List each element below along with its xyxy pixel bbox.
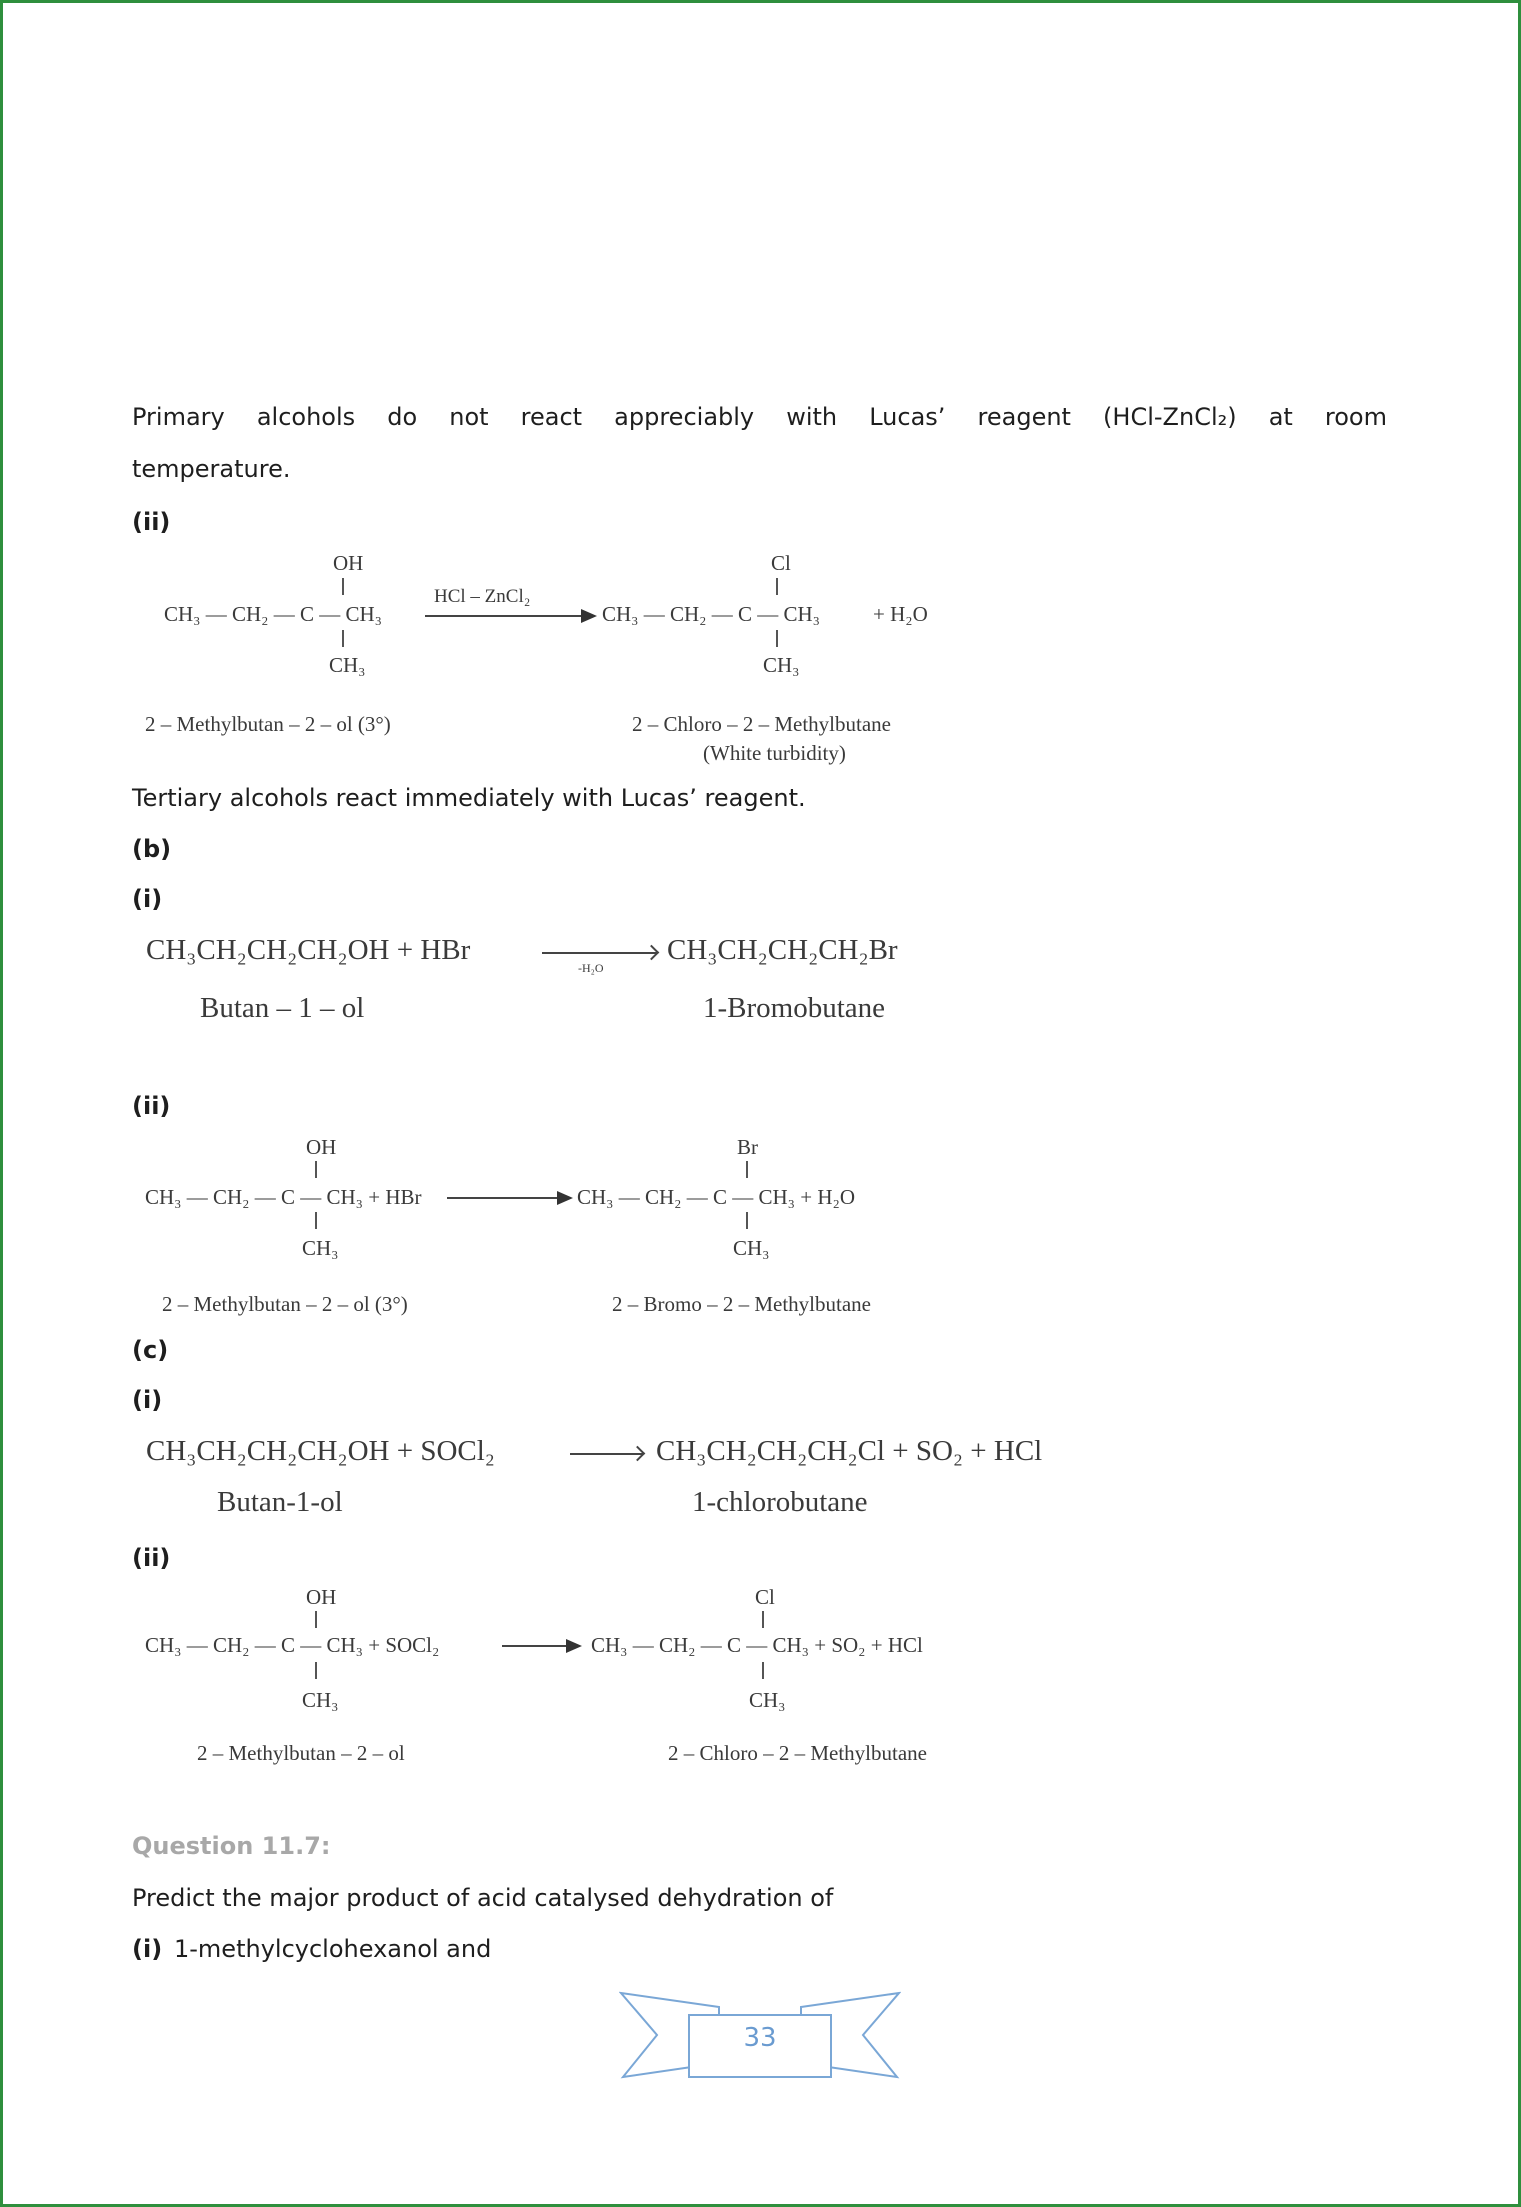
bond-line (762, 1611, 764, 1628)
substituent-ch3: CH₃ (302, 1236, 339, 1260)
question-title: Question 11.7: (132, 1832, 331, 1860)
reactant-name: Butan – 1 – ol (200, 992, 365, 1024)
label-a-ii: (ii) (132, 508, 171, 536)
substituent-br: Br (737, 1135, 758, 1159)
reaction-arrow (425, 615, 593, 617)
paragraph-primary-line2: temperature. (132, 455, 291, 483)
question-item-text: 1-methylcyclohexanol and (174, 1935, 492, 1963)
label-b-ii: (ii) (132, 1092, 171, 1120)
substituent-ch3: CH₃ (733, 1236, 770, 1260)
bond-line (315, 1611, 317, 1628)
substituent-oh: OH (333, 551, 364, 575)
reaction-arrow (542, 952, 657, 954)
page-number: 33 (743, 2023, 777, 2053)
label-c-i: (i) (132, 1386, 163, 1414)
reactants: CH₃CH₂CH₂CH₂OH + HBr (146, 934, 471, 966)
question-text: Predict the major product of acid catalysed dehydration of (132, 1884, 834, 1912)
bond-line (315, 1212, 317, 1229)
substituent-ch3: CH₃ (329, 653, 366, 677)
reactants: CH₃CH₂CH₂CH₂OH + SOCl₂ (146, 1435, 495, 1467)
bond-line (776, 630, 778, 647)
bond-line (776, 578, 778, 595)
bond-line (746, 1161, 748, 1178)
substituent-cl: Cl (755, 1585, 775, 1609)
reactant-name: 2 – Methylbutan – 2 – ol (197, 1741, 405, 1765)
bond-line (342, 578, 344, 595)
product-name: 1-chlorobutane (692, 1486, 868, 1518)
bond-line (315, 1161, 317, 1178)
bond-line (342, 630, 344, 647)
question-item-label: (i) (132, 1935, 163, 1963)
reactant-chain: CH₃ — CH₂ — C — CH₃ (164, 602, 382, 626)
reaction-arrow (502, 1645, 578, 1647)
label-c-ii: (ii) (132, 1544, 171, 1572)
label-b-i: (i) (132, 885, 163, 913)
bond-line (762, 1662, 764, 1679)
product-note: (White turbidity) (703, 741, 846, 765)
substituent-ch3: CH₃ (763, 653, 800, 677)
reactant-name: 2 – Methylbutan – 2 – ol (3°) (145, 712, 391, 736)
substituent-ch3: CH₃ (749, 1688, 786, 1712)
product-name: 2 – Chloro – 2 – Methylbutane (632, 712, 891, 736)
label-c: (c) (132, 1336, 169, 1364)
reaction-arrow (447, 1197, 569, 1199)
substituent-oh: OH (306, 1135, 337, 1159)
reactant-name: 2 – Methylbutan – 2 – ol (3°) (162, 1292, 408, 1316)
reactant-chain: CH₃ — CH₂ — C — CH₃ + HBr (145, 1185, 422, 1209)
substituent-oh: OH (306, 1585, 337, 1609)
reaction-arrow (570, 1453, 643, 1455)
reagent: HCl – ZnCl₂ (434, 586, 531, 607)
byproduct: + H₂O (873, 602, 928, 626)
product-chain: CH₃ — CH₂ — C — CH₃ + SO₂ + HCl (591, 1633, 923, 1657)
reagent-below: -H₂O (578, 961, 604, 975)
bond-line (315, 1662, 317, 1679)
product: CH₃CH₂CH₂CH₂Br (667, 934, 898, 966)
reactant-name: Butan-1-ol (217, 1486, 343, 1518)
label-b: (b) (132, 835, 172, 863)
page-number-banner (619, 1985, 901, 2085)
bond-line (746, 1212, 748, 1229)
paragraph-primary-line1: Primary alcohols do not react appreciably with Lucas’ reagent (HCl-ZnCl₂) at room (132, 403, 1387, 431)
product: CH₃CH₂CH₂CH₂Cl + SO₂ + HCl (656, 1435, 1043, 1467)
product-name: 1-Bromobutane (703, 992, 886, 1024)
product-name: 2 – Chloro – 2 – Methylbutane (668, 1741, 927, 1765)
product-name: 2 – Bromo – 2 – Methylbutane (612, 1292, 871, 1316)
paragraph-tertiary: Tertiary alcohols react immediately with Lucas’ reagent. (132, 784, 806, 812)
product-chain: CH₃ — CH₂ — C — CH₃ + H₂O (577, 1185, 855, 1209)
product-chain: CH₃ — CH₂ — C — CH₃ (602, 602, 820, 626)
substituent-ch3: CH₃ (302, 1688, 339, 1712)
substituent-cl: Cl (771, 551, 791, 575)
reactant-chain: CH₃ — CH₂ — C — CH₃ + SOCl₂ (145, 1633, 440, 1657)
